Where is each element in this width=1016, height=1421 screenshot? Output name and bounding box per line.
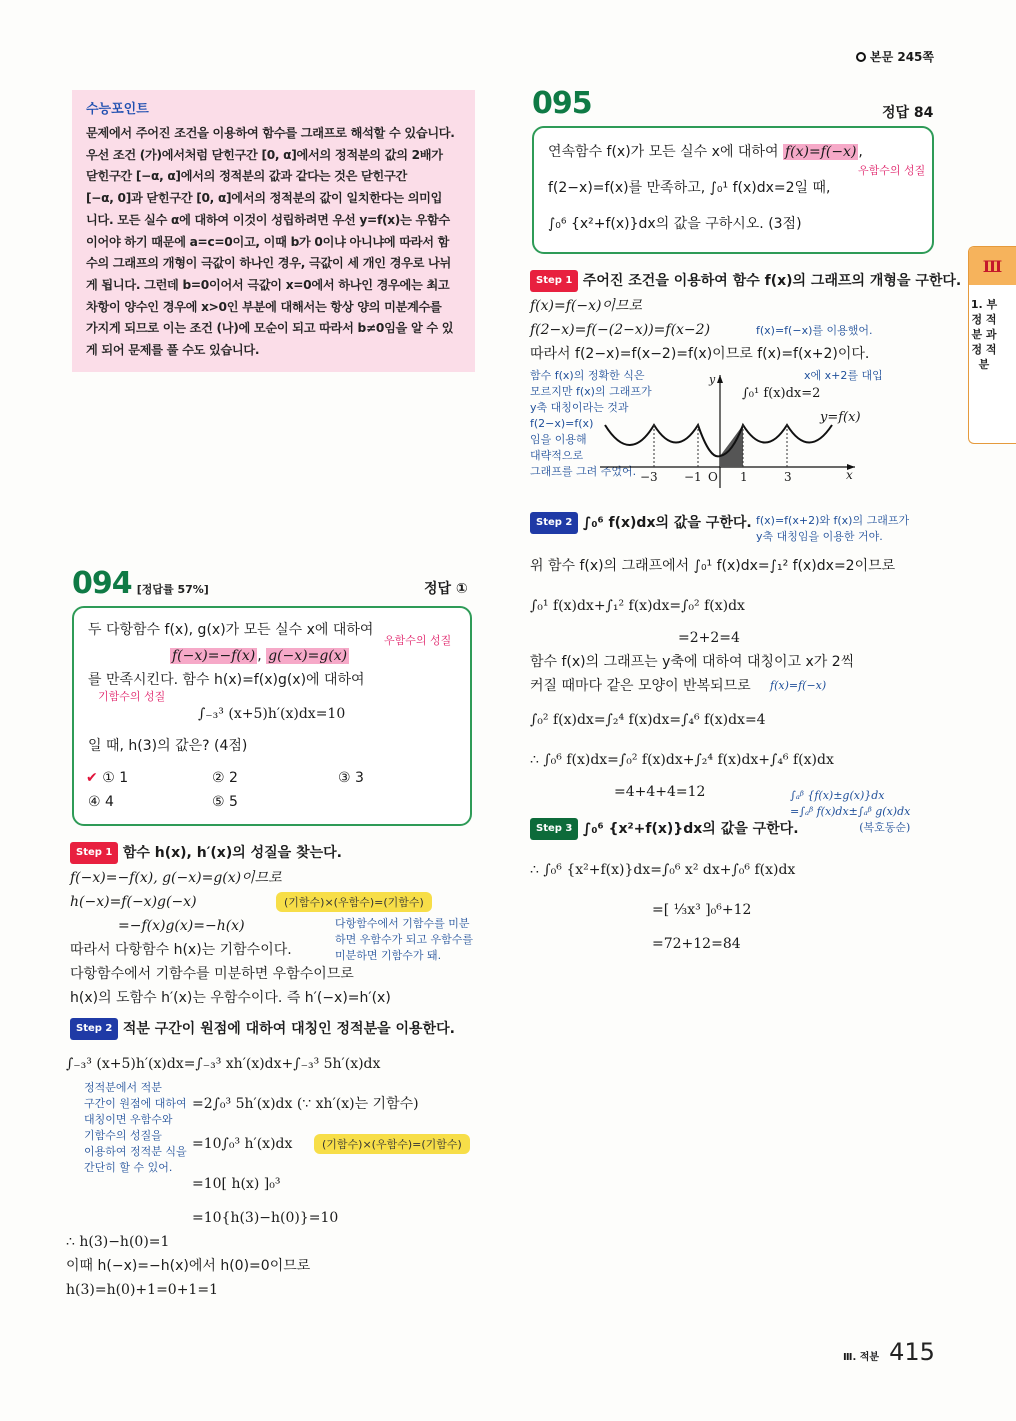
correct-rate: [정답률 57%] (136, 583, 209, 596)
problem-number: 094 (72, 566, 132, 601)
linearity-note: ∫ₐᵝ {f(x)±g(x)}dx =∫ₐᵝ f(x)dx±∫ₐᵝ g(x)dx (복호동순) (790, 789, 911, 834)
step1-heading: Step 1 함수 h(x), h′(x)의 성질을 찾는다. (70, 842, 342, 864)
choice-1[interactable]: ✔ ① 1 (86, 770, 129, 786)
curve-label: y=f(x) (820, 410, 861, 425)
page-footer (843, 1338, 935, 1366)
step-badge: Step 3 (530, 818, 578, 840)
odd-even-bubble-2: (기함수)×(우함수)=(기함수) (314, 1134, 470, 1154)
step2-heading: Step 2 ∫₀⁶ f(x)dx의 값을 구한다. (530, 512, 752, 534)
page-number: 415 (889, 1338, 935, 1366)
check-mark-icon: ✔ (86, 770, 98, 786)
integral-label: ∫₀¹ f(x)dx=2 (742, 386, 821, 401)
problem-094-header (72, 566, 209, 601)
step1-heading: Step 1 주어진 조건을 이용하여 함수 f(x)의 그래프의 개형을 구한다. (530, 270, 961, 292)
step3-heading: Step 3 ∫₀⁶ {x²+f(x)}dx의 값을 구한다. (530, 818, 799, 840)
section-label: Ⅲ. 적분 (843, 1352, 880, 1363)
problem-095-box: 연속함수 f(x)가 모든 실수 x에 대하여 f(x)=f(−x) , 우함수의 성질 f(2−x)=f(x)를 만족하고, ∫₀¹ f(x)dx=2일 때, ∫₀⁶ {x²+f(x)}dx의 값을 구하시오. (3점) (532, 126, 934, 254)
graph-explanation: 함수 f(x)의 정확한 식은 모르지만 f(x)의 그래프가 y축 대칭이라는 것과 f(2−x)=f(x) 임을 이용해 대략적으로 그래프를 그려 주었어. (530, 369, 652, 478)
tip-body: 문제에서 주어진 조건을 이용하여 함수를 그래프로 해석할 수 있습니다. 우선 조건 (가)에서처럼 닫힌구간 [0, α]에서의 정적분의 값의 2배가 닫힌구간 [−α, α]에서의 정적분의 값과 같다는 것은 닫힌구간 [−α, 0]과 닫힌구간 [0, α]에서의 정적분의 값이 일치한다는 의미입 니다. 모든 실수 α에 대하여 이것이 성립하려면 우선 y=f(x)는 우함수 이어야 하기 때문에 a=c=0이고, 이때 b가 0이냐 아니냐에 따라서 함 수의 그래프의 개형이 극값이 하나인 경우, 극값이 세 개인 경우로 나뉘 게 됩니다. 그런데 b=0이어서 극값이 x=0에서 하나인 경우에는 최고 차항이 양수인 경우에 x>0인 부분에 대해서는 항상 양의 미분계수를 가지게 되므로 이는 조건 (나)에 모순이 되고 따라서 b≠0임을 알 수 있 게 되어 문제를 풀 수도 있습니다. (86, 126, 455, 358)
chapter-tab[interactable] (968, 246, 1016, 444)
chapter-roman: Ⅲ (969, 247, 1016, 285)
derivative-note: 다항함수에서 기함수를 미분 하면 우함수가 되고 우함수를 미분하면 기함수가 돼. (335, 917, 474, 962)
condition-line: f(−x)=−f(x) , g(−x)=g(x) (172, 648, 348, 664)
odd-even-bubble: (기함수)×(우함수)=(기함수) (276, 892, 432, 912)
problem-number: 095 (532, 86, 592, 121)
chapter-title: 1. 부 정 적 분 과 정 적 분 (970, 298, 998, 371)
tip-box (72, 90, 475, 372)
reference-page: 본문 245쪽 (856, 48, 934, 65)
circle-icon (856, 52, 866, 62)
step-badge: Step 2 (70, 1018, 118, 1040)
problem-094-box: 두 다항함수 f(x), g(x)가 모든 실수 x에 대하여 f(−x)=−f(x) , g(−x)=g(x) 우함수의 성질 를 만족시킨다. 함수 h(x)=f(x)g(x)에 대하여 기함수의 성질 ∫₋₃³ (x+5)h′(x)dx=10 일 때, h(3)의 값은? (4점) ✔ ① 1 ② 2 ③ 3 ④ 4 ⑤ 5 (72, 606, 472, 826)
choice-2[interactable]: ② 2 (212, 770, 238, 786)
answer-label: 정답 84 (882, 105, 934, 121)
step-badge: Step 1 (530, 270, 578, 292)
step-badge: Step 1 (70, 842, 118, 864)
tip-title: 수능포인트 (86, 102, 149, 117)
choice-5[interactable]: ⑤ 5 (212, 794, 238, 810)
step-badge: Step 2 (530, 512, 578, 534)
step2-heading: Step 2 적분 구간이 원점에 대하여 대칭인 정적분을 이용한다. (70, 1018, 455, 1040)
symmetric-interval-note: 정적분에서 적분 구간이 원점에 대하여 대칭이면 우함수와 기함수의 성질을 이용하여 정적분 식을 간단히 할 수 있어. (84, 1081, 187, 1174)
choice-4[interactable]: ④ 4 (88, 794, 114, 810)
function-graph (600, 370, 860, 490)
answer-label: 정답 ① (424, 581, 468, 597)
choice-3[interactable]: ③ 3 (338, 770, 364, 786)
